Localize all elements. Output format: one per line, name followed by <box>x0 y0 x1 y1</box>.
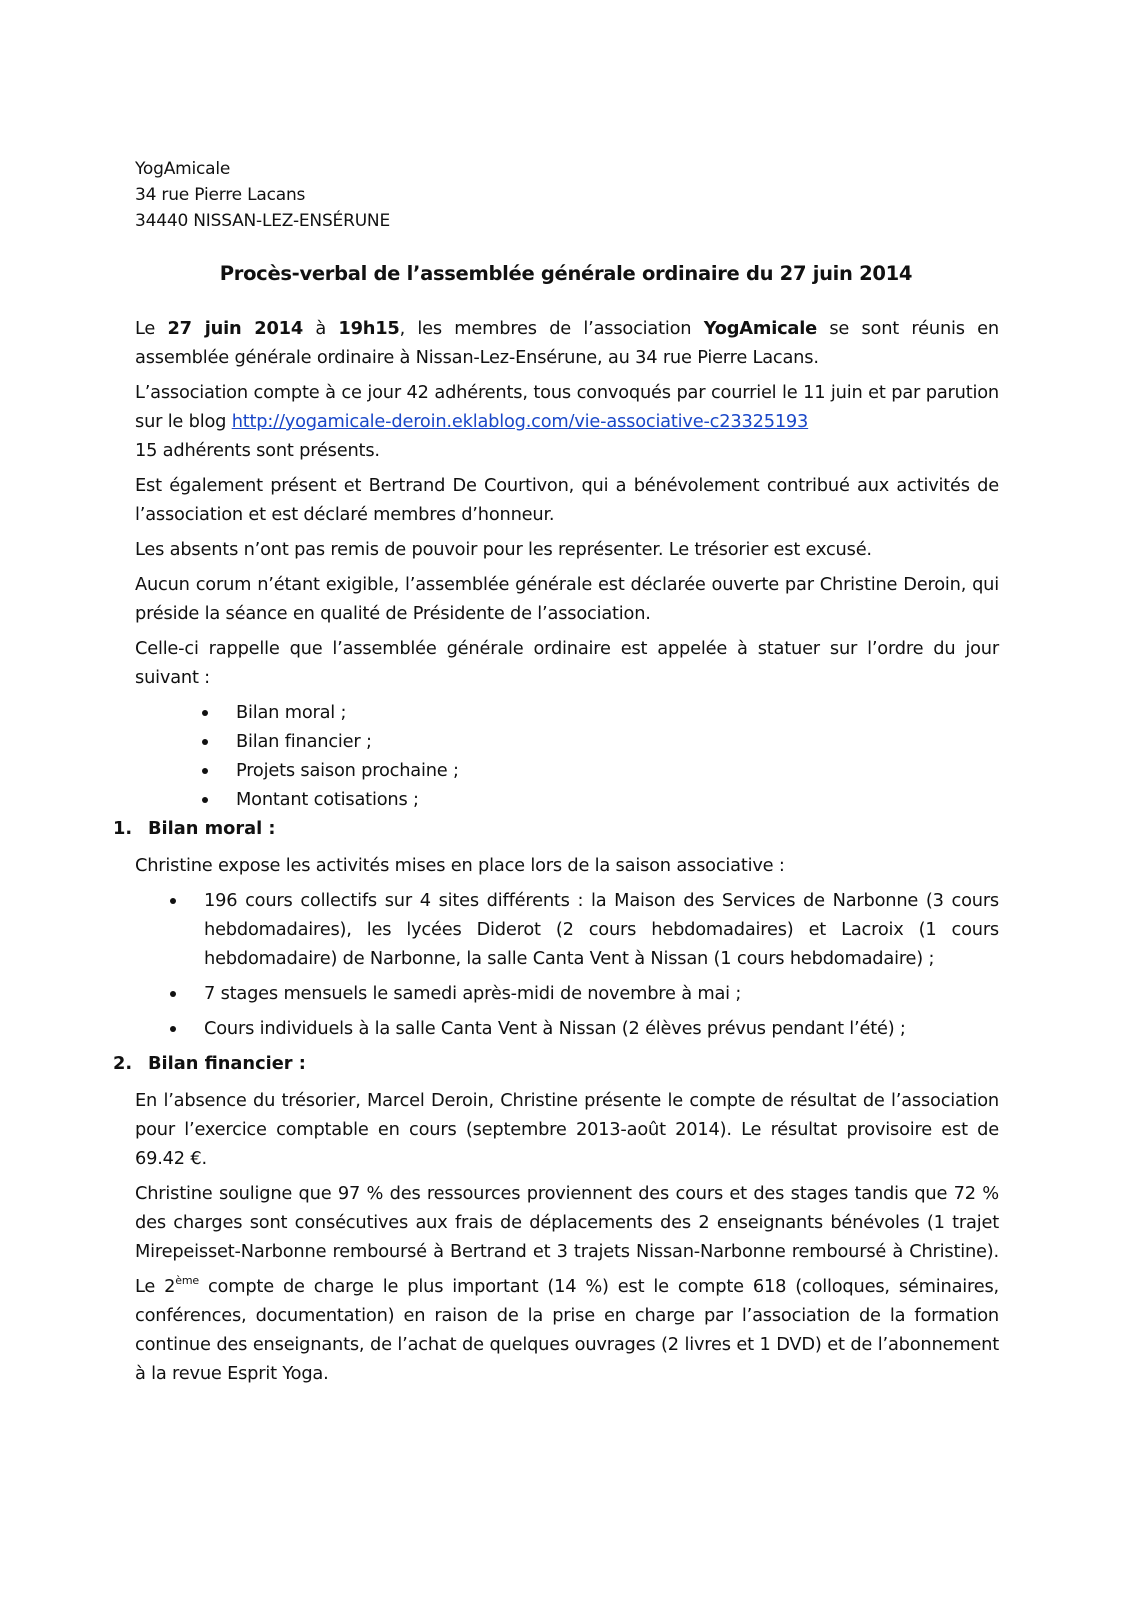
intro-paragraph-3: Est également présent et Bertrand De Courtivon, qui a bénévolement contribué aux activités de l’association et est déclaré membres d’honneur. <box>135 475 999 525</box>
document-body <box>113 314 1000 1394</box>
association-name-bold: YogAmicale <box>703 318 817 339</box>
section-heading-bilan-moral <box>113 814 999 843</box>
section2-paragraph-1: En l’absence du trésorier, Marcel Deroin, Christine présente le compte de résultat de l’association pour l’exercice comptable en cours (septembre 2013-août 2014). Le résultat provisoire est de 69.42 €. <box>135 1090 999 1169</box>
intro-paragraph-6: Celle-ci rappelle que l’assemblée générale ordinaire est appelée à statuer sur l’ordre du jour suivant : <box>135 638 999 688</box>
superscript: ème <box>175 1274 199 1287</box>
text-run: L’association compte à ce jour 42 adhérents, tous convoqués par courriel le 11 juin et par parution sur le blog <box>135 382 999 432</box>
meeting-date: 27 juin 2014 <box>167 318 304 339</box>
activity-item: 196 cours collectifs sur 4 sites différents : la Maison des Services de Narbonne (3 cours hebdomadaires), les lycées Diderot (2 cours hebdomadaires) et Lacroix (1 cours hebdomadaire) de Narbonne, la salle Canta Vent à Nissan (1 cours hebdomadaire) ; <box>167 886 999 973</box>
section-number: 1. <box>113 818 133 839</box>
agenda-list <box>199 698 999 814</box>
attendance-line: 15 adhérents sont présents. <box>135 440 380 461</box>
agenda-item: Montant cotisations ; <box>199 785 999 814</box>
agenda-item: Projets saison prochaine ; <box>199 756 999 785</box>
section-number: 2. <box>113 1053 133 1074</box>
section2-paragraph-2 <box>135 1179 999 1388</box>
intro-paragraph-1 <box>135 314 999 372</box>
street-address: 34 rue Pierre Lacans <box>135 185 306 205</box>
intro-paragraph-2 <box>135 378 999 436</box>
meeting-time: 19h15 <box>338 318 400 339</box>
section-title: Bilan moral : <box>148 818 276 839</box>
section-title: Bilan financier : <box>148 1053 306 1074</box>
intro-paragraph-5: Aucun corum n’étant exigible, l’assemblée générale est déclarée ouverte par Christine Deroin, qui préside la séance en qualité de Présidente de l’association. <box>135 574 999 624</box>
activity-item: 7 stages mensuels le samedi après-midi de novembre à mai ; <box>167 979 999 1008</box>
agenda-item: Bilan financier ; <box>199 727 999 756</box>
document-title: Procès-verbal de l’assemblée générale ordinaire du 27 juin 2014 <box>219 262 913 285</box>
text-run: à <box>303 318 339 339</box>
text-run: se sont réunis en assemblée générale ordinaire à Nissan-Lez-Ensérune, au 34 rue Pierre Lacans. <box>135 318 999 368</box>
blog-link[interactable]: http://yogamicale-deroin.eklablog.com/vie-associative-c23325193 <box>231 411 809 432</box>
association-name: YogAmicale <box>135 159 231 179</box>
agenda-item: Bilan moral ; <box>199 698 999 727</box>
section-heading-bilan-financier <box>113 1049 999 1078</box>
city-address: 34440 NISSAN-LEZ-ENSÉRUNE <box>135 211 390 231</box>
text-run: Le <box>135 318 168 339</box>
section1-intro: Christine expose les activités mises en place lors de la saison associative : <box>135 855 785 876</box>
text-run: compte de charge le plus important (14 %) est le compte 618 (colloques, séminaires, conférences, documentation) en raison de la prise en charge par l’association de la formation continue des enseignants, de l’achat de quelques ouvrages (2 livres et 1 DVD) et de l’abonnement à la revue Esprit Yoga. <box>135 1276 1000 1384</box>
text-run: , les membres de l’association <box>399 318 704 339</box>
intro-paragraph-4: Les absents n’ont pas remis de pouvoir pour les représenter. Le trésorier est excusé. <box>135 539 872 560</box>
activities-list <box>167 886 999 1043</box>
activity-item: Cours individuels à la salle Canta Vent à Nissan (2 élèves prévus pendant l’été) ; <box>167 1014 999 1043</box>
sender-address <box>135 156 390 234</box>
text-run: Christine souligne que 97 % des ressources proviennent des cours et des stages tandis que 72 % des charges sont consécutives aux frais de déplacements des 2 enseignants bénévoles (1 trajet Mirepeisset-Narbonne remboursé à Bertrand et 3 trajets Nissan-Narbonne remboursé à Christine). Le 2 <box>135 1183 999 1297</box>
